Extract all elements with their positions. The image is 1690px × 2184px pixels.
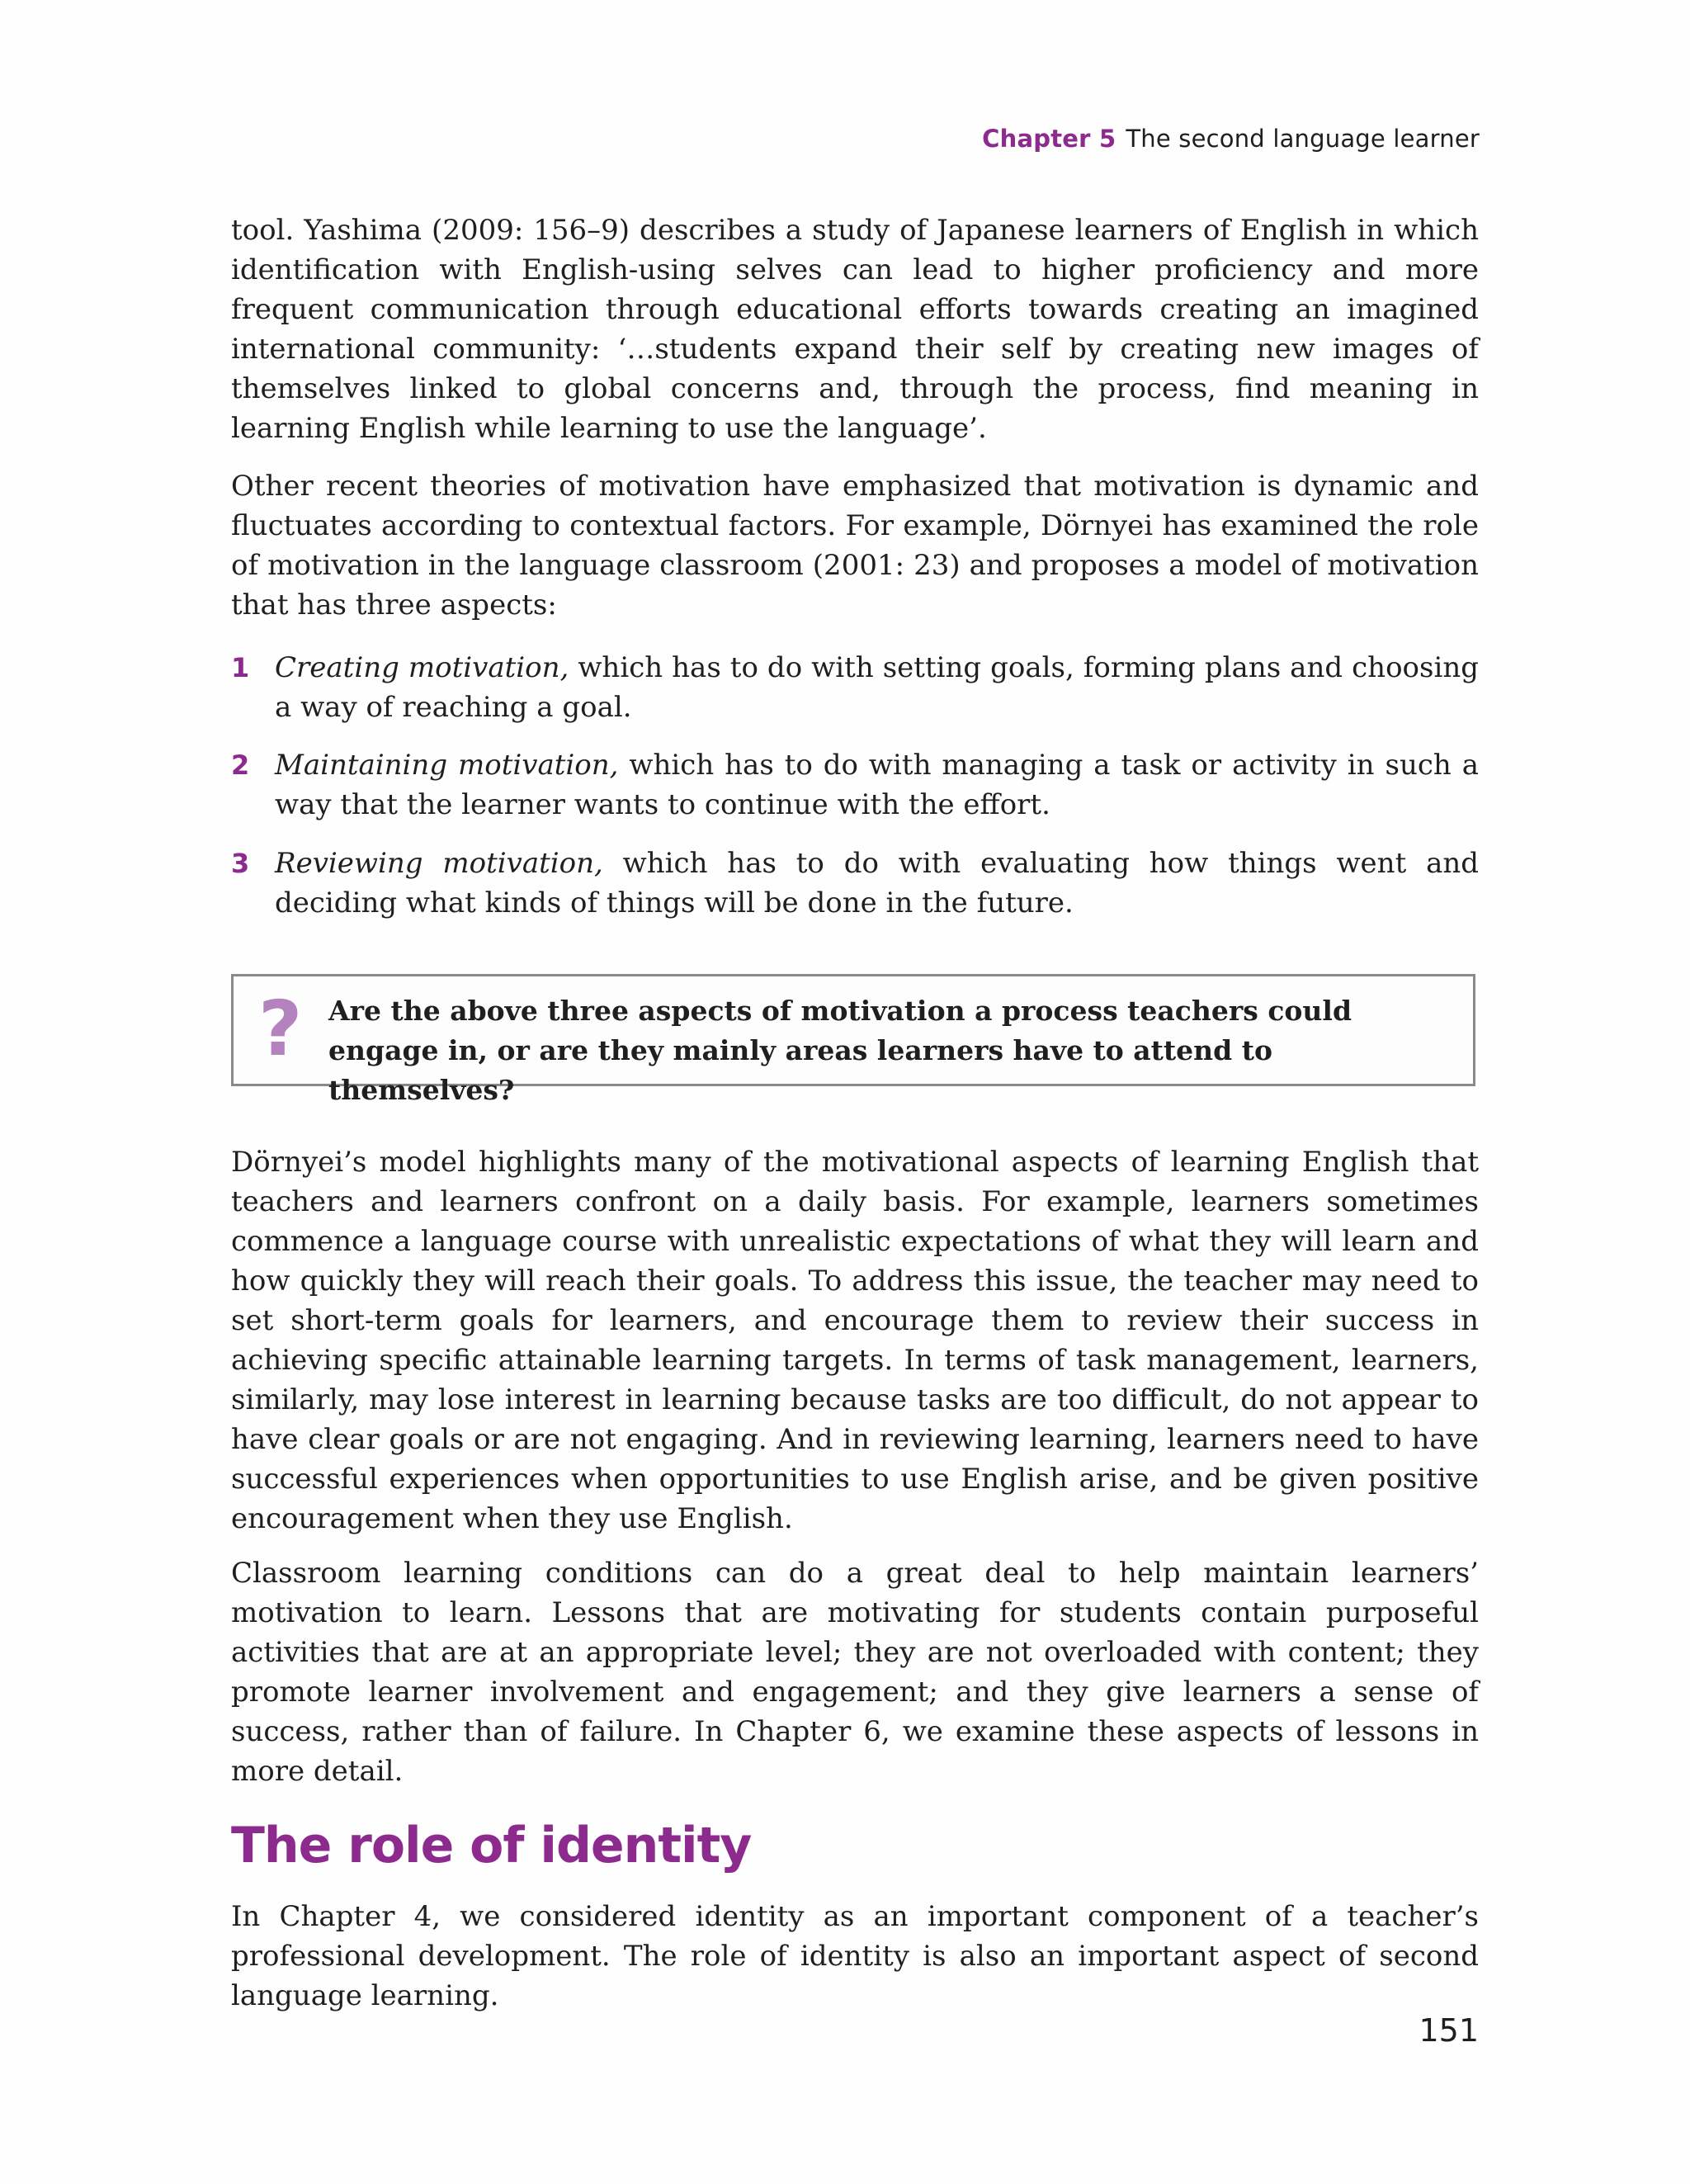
list-item-text (275, 844, 1479, 923)
question-mark-icon: ? (258, 985, 303, 1073)
reflection-question-box (231, 974, 1475, 1106)
list-item-text (275, 745, 1479, 825)
list-item-number: 1 (231, 652, 250, 683)
list-item-number: 3 (231, 848, 250, 879)
section-heading: The role of identity (231, 1817, 752, 1874)
page-number: 151 (1419, 2012, 1479, 2049)
list-item (231, 745, 1479, 825)
list-item-number: 2 (231, 749, 250, 781)
running-head-chapter: Chapter 5 (982, 125, 1116, 153)
paragraph-classroom-conditions: Classroom learning conditions can do a great deal to help maintain learners’ motivation to learn. Lessons that are motivating for students contain purposeful activities that are at an appropriate level; they are not overloaded with content; they promote learner involvement and engagement; and they give learners a sense of success, rather than of failure. In Chapter 6, we examine these aspects of lessons in more detail. (231, 1557, 1479, 1788)
list-item-term: Maintaining motivation, (275, 749, 619, 782)
paragraph-identity: In Chapter 4, we considered identity as an important component of a teacher’s professional development. The role of identity is also an important aspect of second language learning. (231, 1900, 1479, 2012)
list-item (231, 844, 1479, 923)
running-head (982, 125, 1480, 153)
running-head-title: The second language learner (1126, 125, 1480, 153)
list-item-description: which has to do with managing a task or activity in such a way that the learner wants to continue with the effort. (275, 749, 1479, 821)
reflection-question-text: Are the above three aspects of motivation a process teachers could engage in, or are they mainly areas learners have to attend to themselves? (328, 995, 1352, 1106)
list-item-description: which has to do with setting goals, forming plans and choosing a way of reaching a goal. (275, 651, 1479, 724)
list-item-term: Reviewing motivation, (275, 847, 603, 880)
list-item (231, 648, 1479, 727)
paragraph-dornyei-model: Dörnyei’s model highlights many of the motivational aspects of learning English that teachers and learners confront on a daily basis. For example, learners sometimes commence a language course with unrealistic expectations of what they will learn and how quickly they will reach their goals. To address this issue, the teacher may need to set short-term goals for learners, and encourage them to review their success in achieving specific attainable learning targets. In terms of task management, learners, similarly, may lose interest in learning because tasks are too difficult, do not appear to have clear goals or are not engaging. And in reviewing learning, learners need to have successful experiences when opportunities to use English arise, and be given positive encouragement when they use English. (231, 1146, 1479, 1535)
list-item-description: which has to do with evaluating how things went and deciding what kinds of things will be done in the future. (275, 847, 1479, 919)
paragraph-motivation-theories: Other recent theories of motivation have emphasized that motivation is dynamic and fluctuates according to contextual factors. For example, Dörnyei has examined the role of motivation in the language classroom (2001: 23) and proposes a model of motivation that has three aspects: (231, 470, 1479, 622)
list-item-text (275, 648, 1479, 727)
list-item-term: Creating motivation, (275, 651, 569, 684)
paragraph-yashima: tool. Yashima (2009: 156–9) describes a study of Japanese learners of English in which identification with English-using selves can lead to higher proficiency and more frequent communication through educational efforts towards creating an imagined international community: ‘…students expand their self by creating new images of themselves linked to global concerns and, through the process, find meaning in learning English while learning to use the language’. (231, 214, 1479, 445)
